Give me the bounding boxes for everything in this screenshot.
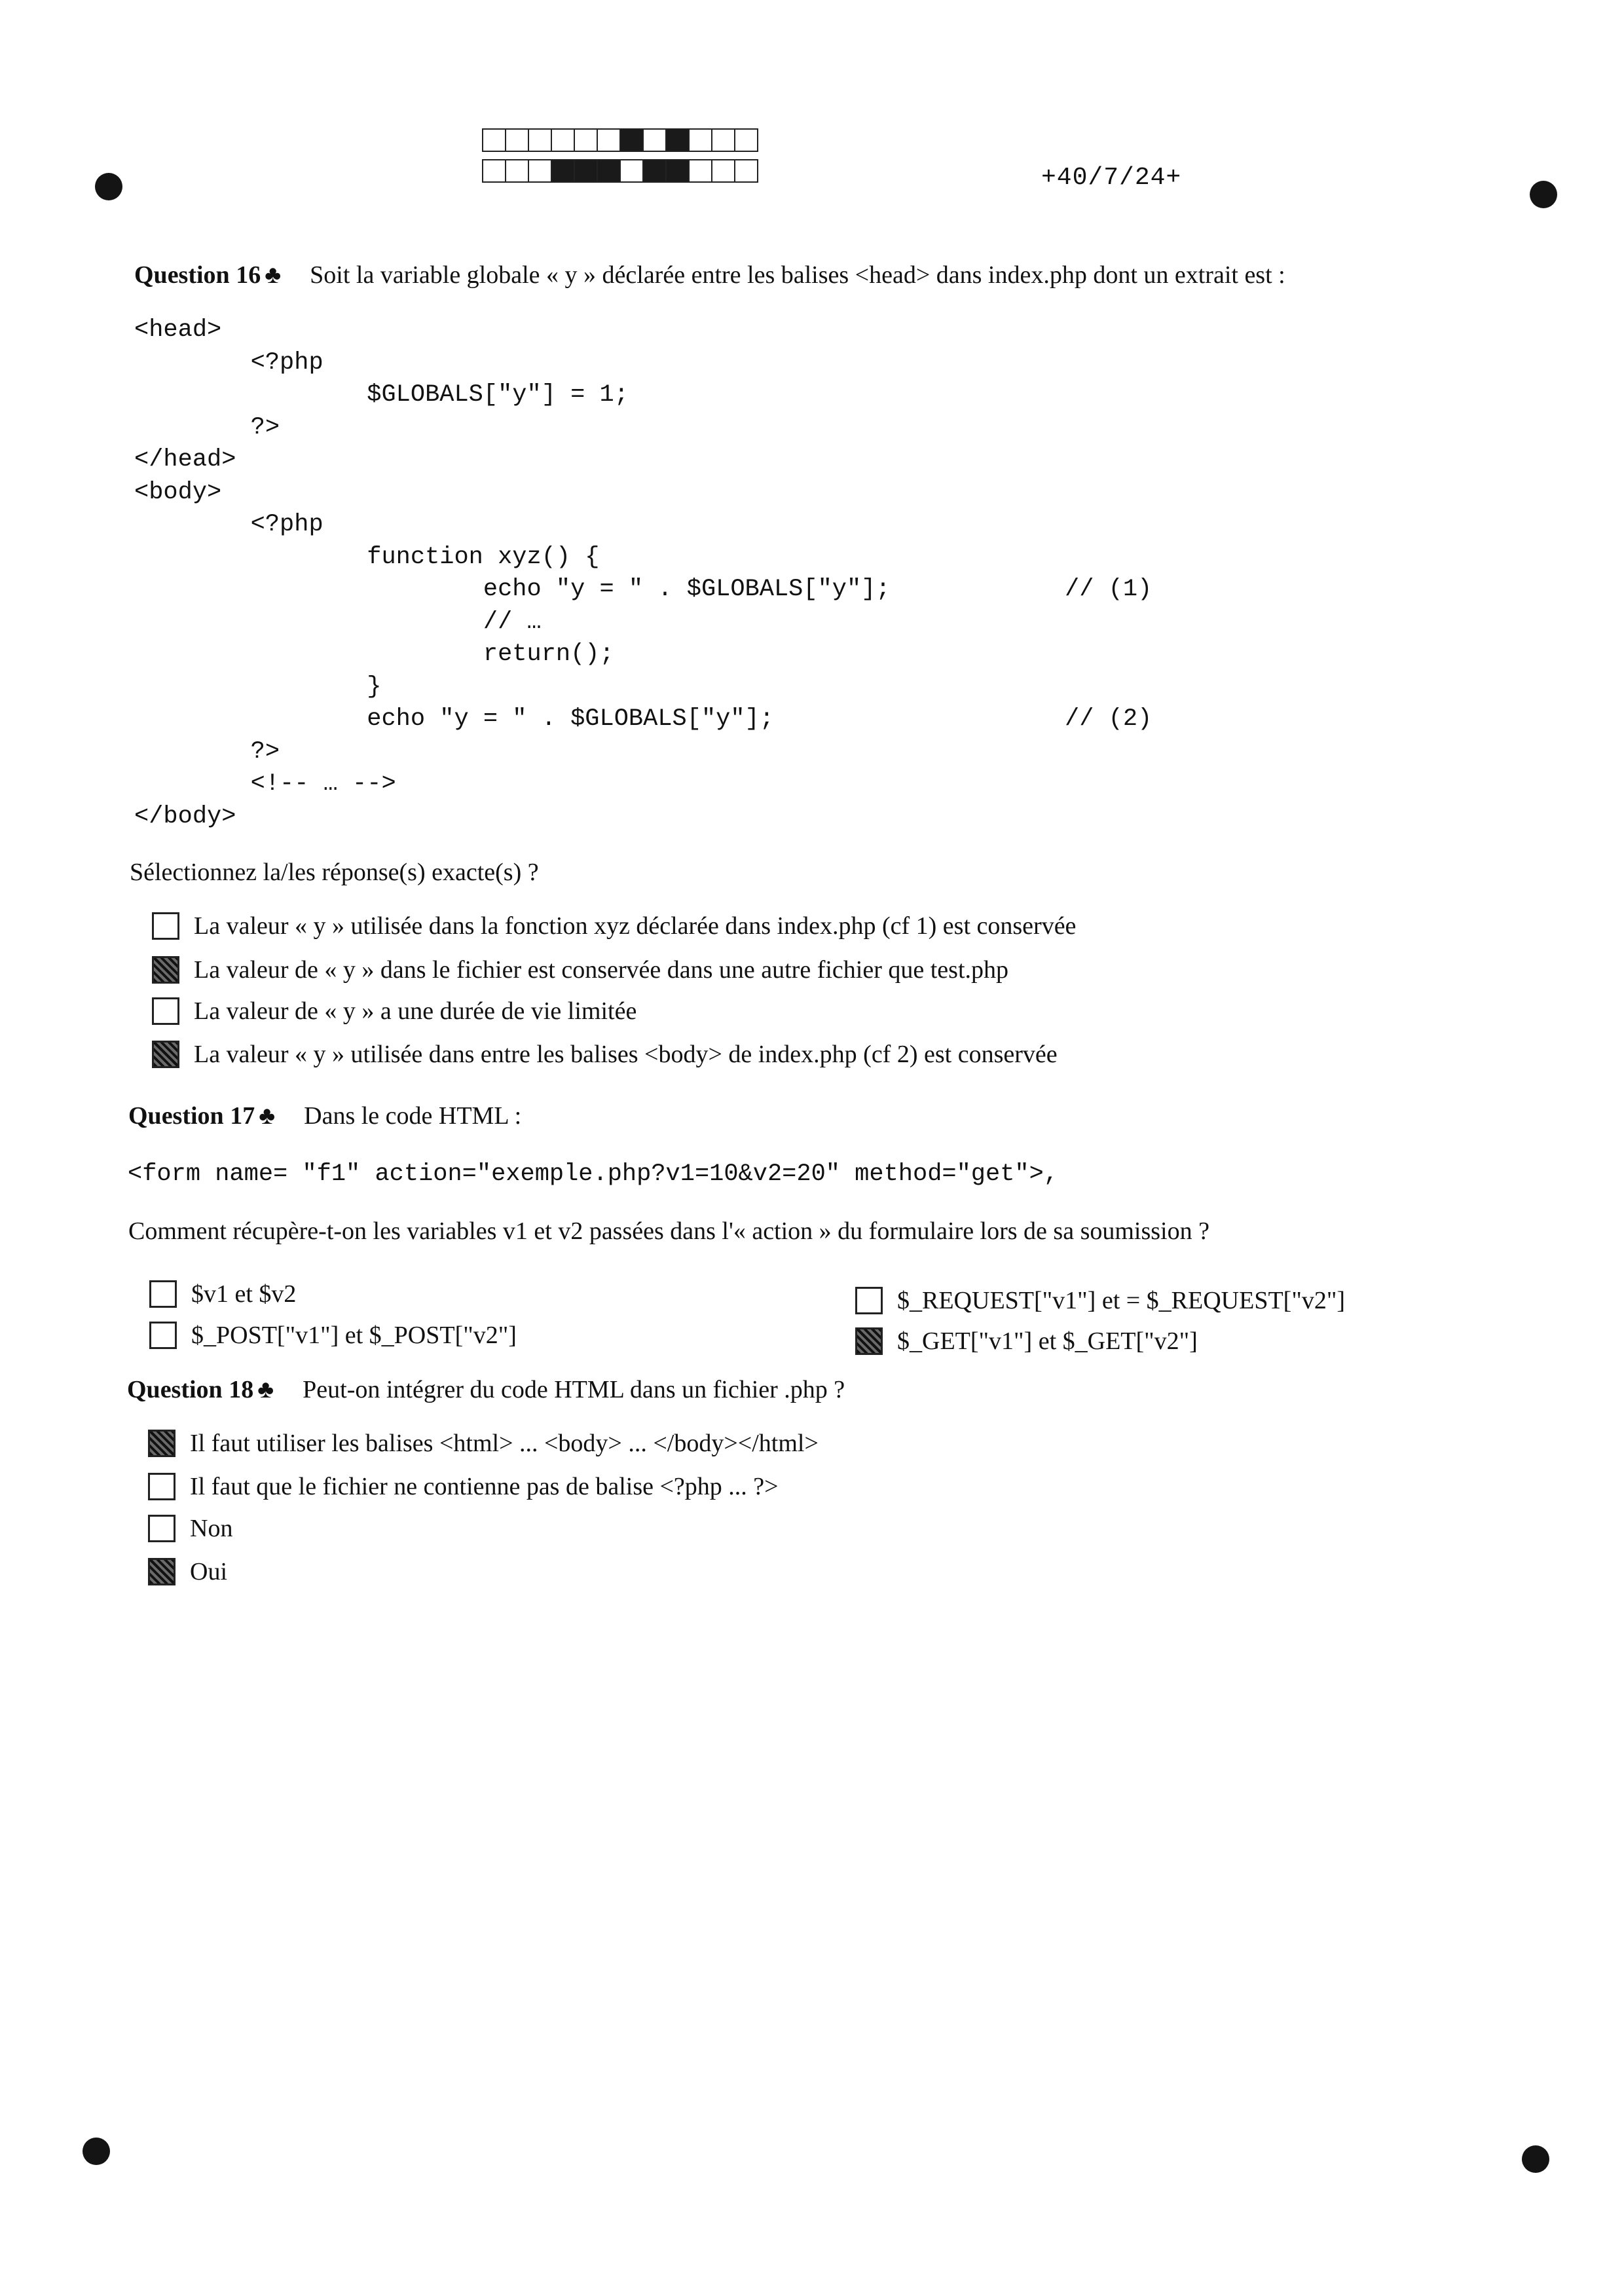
question-16-code: <head> <?php $GLOBALS["y"] = 1; ?> </head> <body> <?php function xyz() { echo "y = " . $GLOBALS["y"]; // (1) // … return(); } echo "y = " . $GLOBALS["y"]; // (2) ?> <!-- … --> </body> xyxy=(134,316,1153,830)
page-code-barcode-row-2 xyxy=(482,159,757,184)
question-16-header xyxy=(134,261,1285,289)
barcode-cell xyxy=(665,159,690,183)
question-17-header xyxy=(128,1102,521,1130)
question-18-text: Peut-on intégrer du code HTML dans un fichier .php ? xyxy=(303,1376,845,1403)
barcode-cell xyxy=(551,128,575,152)
answer-checkbox[interactable] xyxy=(152,956,179,984)
barcode-cell xyxy=(528,159,552,183)
barcode-cell xyxy=(597,128,621,152)
barcode-cell xyxy=(597,159,621,183)
option-label: $_GET["v1"] et $_GET["v2"] xyxy=(897,1327,1198,1355)
answer-checkbox[interactable] xyxy=(148,1515,175,1542)
option-label: $_POST["v1"] et $_POST["v2"] xyxy=(191,1322,517,1349)
answer-checkbox[interactable] xyxy=(152,912,179,940)
registration-mark-bottom-right xyxy=(1522,2145,1549,2173)
question-16-text: Soit la variable globale « y » déclarée entre les balises <head> dans index.php dont un extrait est : xyxy=(310,261,1285,289)
registration-mark-bottom-left xyxy=(83,2138,110,2165)
question-16-prompt: Sélectionnez la/les réponse(s) exacte(s) ? xyxy=(130,859,539,886)
option-label: Oui xyxy=(190,1558,227,1585)
club-icon: ♣ xyxy=(259,1102,276,1130)
answer-checkbox[interactable] xyxy=(855,1327,883,1355)
barcode-cell xyxy=(688,128,712,152)
question-18-option-2[interactable] xyxy=(148,1472,779,1501)
option-label: $v1 et $v2 xyxy=(191,1280,297,1308)
question-17-code: <form name= "f1" action="exemple.php?v1=10&v2=20" method="get">, xyxy=(128,1160,1059,1188)
question-17-option-1[interactable] xyxy=(149,1280,296,1308)
question-17-prompt: Comment récupère-t-on les variables v1 et v2 passées dans l'« action » du formulaire lors de sa soumission ? xyxy=(128,1217,1209,1245)
barcode-cell xyxy=(734,159,758,183)
question-18-header xyxy=(127,1375,845,1404)
barcode-cell xyxy=(711,128,735,152)
option-label: La valeur de « y » dans le fichier est conservée dans une autre fichier que test.php xyxy=(194,956,1008,984)
answer-checkbox[interactable] xyxy=(855,1287,883,1314)
option-label: $_REQUEST["v1"] et = $_REQUEST["v2"] xyxy=(897,1287,1346,1314)
question-16-option-1[interactable] xyxy=(152,912,1076,940)
question-17-option-4[interactable] xyxy=(855,1327,1198,1356)
question-18-option-4[interactable] xyxy=(148,1557,227,1586)
barcode-cell xyxy=(482,159,506,183)
barcode-cell xyxy=(505,128,529,152)
option-label: Non xyxy=(190,1515,233,1542)
barcode-cell xyxy=(574,159,598,183)
page-identifier: +40/7/24+ xyxy=(1041,164,1182,192)
question-17-option-2[interactable] xyxy=(149,1321,517,1350)
barcode-cell xyxy=(505,159,529,183)
answer-checkbox[interactable] xyxy=(152,1041,179,1068)
barcode-cell xyxy=(574,128,598,152)
answer-checkbox[interactable] xyxy=(149,1280,177,1308)
answer-checkbox[interactable] xyxy=(148,1430,175,1457)
barcode-cell xyxy=(619,128,644,152)
barcode-cell xyxy=(688,159,712,183)
option-label: La valeur de « y » a une durée de vie limitée xyxy=(194,997,637,1025)
question-17-label: Question 17 xyxy=(128,1102,255,1130)
question-16-option-3[interactable] xyxy=(152,997,637,1026)
answer-checkbox[interactable] xyxy=(148,1473,175,1500)
option-label: Il faut utiliser les balises <html> ... <body> ... </body></html> xyxy=(190,1430,819,1457)
barcode-cell xyxy=(665,128,690,152)
barcode-cell xyxy=(528,128,552,152)
option-label: La valeur « y » utilisée dans entre les balises <body> de index.php (cf 2) est conservée xyxy=(194,1041,1058,1068)
option-label: Il faut que le fichier ne contienne pas de balise <?php ... ?> xyxy=(190,1473,779,1500)
barcode-cell xyxy=(482,128,506,152)
question-16-option-4[interactable] xyxy=(152,1040,1058,1069)
barcode-cell xyxy=(711,159,735,183)
question-16-label: Question 16 xyxy=(134,261,261,289)
barcode-cell xyxy=(551,159,575,183)
barcode-cell xyxy=(642,159,667,183)
question-17-option-3[interactable] xyxy=(855,1286,1345,1315)
answer-checkbox[interactable] xyxy=(148,1558,175,1585)
club-icon: ♣ xyxy=(265,261,282,289)
question-18-option-1[interactable] xyxy=(148,1429,819,1458)
question-16-option-2[interactable] xyxy=(152,955,1008,984)
registration-mark-top-right xyxy=(1530,181,1557,208)
answer-checkbox[interactable] xyxy=(152,997,179,1025)
barcode-cell xyxy=(619,159,644,183)
page-code-barcode-row-1 xyxy=(482,128,757,153)
barcode-cell xyxy=(642,128,667,152)
option-label: La valeur « y » utilisée dans la fonction xyz déclarée dans index.php (cf 1) est conservée xyxy=(194,912,1077,940)
registration-mark-top-left xyxy=(95,173,122,200)
question-17-text: Dans le code HTML : xyxy=(304,1102,522,1130)
question-18-label: Question 18 xyxy=(127,1376,254,1403)
question-18-option-3[interactable] xyxy=(148,1514,232,1543)
barcode-cell xyxy=(734,128,758,152)
club-icon: ♣ xyxy=(257,1376,274,1403)
answer-checkbox[interactable] xyxy=(149,1322,177,1349)
